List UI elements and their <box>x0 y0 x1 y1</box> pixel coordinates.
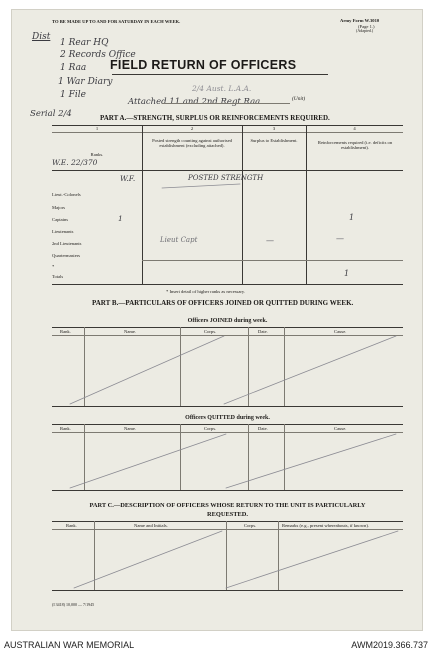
rank-majors: Majors <box>52 205 66 210</box>
cancel-line-joined-2 <box>224 336 396 404</box>
form-sheet <box>12 10 422 630</box>
unit-label: (Unit) <box>292 96 306 102</box>
form-number: Army Form W.3010 <box>340 18 380 23</box>
hand-dash-2: — <box>336 234 344 243</box>
quitted-col-corps: Corps. <box>204 426 217 431</box>
cancel-line-posted <box>162 184 240 188</box>
quitted-col-cause: Cause. <box>334 426 347 431</box>
hand-dist-label: Dist <box>32 32 51 42</box>
rank-lieutenants: Lieutenants <box>52 229 74 234</box>
quitted-col-name: Name. <box>124 426 137 431</box>
part-a-footnote: * Insert detail of higher ranks as necessary. <box>166 289 246 294</box>
cancel-line-partc-1 <box>74 531 222 588</box>
header-instruction: TO BE MADE UP TO AND FOR SATURDAY IN EACH WEEK. <box>52 19 181 24</box>
col-num-3: 3 <box>272 126 276 131</box>
col-num-1: 1 <box>95 126 99 131</box>
part-c-title-line1: PART C.—DESCRIPTION OF OFFICERS WHOSE RETURN TO THE UNIT IS PARTICULARLY <box>89 502 366 509</box>
joined-col-rank: Rank. <box>60 329 71 334</box>
joined-title: Officers JOINED during week. <box>187 318 268 324</box>
hand-dist-4: 1 War Diary <box>58 77 113 87</box>
form-adapted: (Adapted.) <box>356 28 374 33</box>
hand-serial: Serial 2/4 <box>30 109 72 119</box>
rank-quartermasters: Quartermasters <box>52 253 81 258</box>
joined-col-cause: Cause. <box>334 329 347 334</box>
part-c-col-rank: Rank. <box>66 523 77 528</box>
hand-lieut-capt: Lieut Capt <box>160 236 198 244</box>
hand-posted-strength: POSTED STRENGTH <box>188 174 264 182</box>
hand-dist-5: 1 File <box>60 90 86 100</box>
hand-dist-3: 1 Raa <box>60 63 87 73</box>
form-title: FIELD RETURN OF OFFICERS <box>110 58 297 72</box>
quitted-title: Officers QUITTED during week. <box>185 415 270 421</box>
hand-reinf-totals: 1 <box>344 269 350 278</box>
col-header-reinforcements: Reinforcements required (i.e. deficits on establishment). <box>317 140 393 151</box>
part-c-title-line2: REQUESTED. <box>206 511 249 518</box>
quitted-col-date: Date. <box>258 426 268 431</box>
cancel-line-joined-1 <box>70 336 224 404</box>
hand-dash-1: — <box>266 236 274 245</box>
col-num-2: 2 <box>190 126 194 131</box>
col-header-ranks: Ranks. <box>90 152 104 157</box>
cancel-line-quitted-1 <box>70 434 226 488</box>
hand-captains-count: 1 <box>118 214 123 223</box>
quitted-col-rank: Rank. <box>60 426 71 431</box>
joined-col-name: Name. <box>124 329 137 334</box>
part-c-col-corps: Corps. <box>244 523 257 528</box>
cancellation-strokes <box>12 10 422 630</box>
page-number: (Page 1.) <box>358 24 375 29</box>
hand-we: W.E. 22/370 <box>52 158 98 167</box>
rank-totals: Totals <box>52 274 64 279</box>
hand-dist-1: 1 Rear HQ <box>60 38 109 48</box>
cancel-line-quitted-2 <box>226 434 396 488</box>
footer-institution: AUSTRALIAN WAR MEMORIAL <box>4 640 135 650</box>
rank-2nd-lieutenants: 2nd Lieutenants <box>52 241 82 246</box>
joined-col-corps: Corps. <box>204 329 217 334</box>
hand-reinf-captains: 1 <box>349 213 355 222</box>
col-num-4: 4 <box>353 126 356 131</box>
part-c-col-remarks: Remarks (e.g., present whereabouts, if known). <box>282 523 370 528</box>
part-a-title: PART A.—STRENGTH, SURPLUS OR REINFORCEMENTS REQUIRED. <box>100 114 330 122</box>
footer-accession: AWM2019.366.737 <box>351 640 428 650</box>
hand-unit-name: 2/4 Aust. L.A.A. <box>192 84 252 93</box>
cancel-line-partc-2 <box>226 531 398 588</box>
rank-lieut-colonels: Lieut.-Colonels <box>52 192 81 197</box>
rank-captains: Captains <box>52 217 69 222</box>
hand-wf: W.F. <box>120 174 136 183</box>
rank-asterisk: * <box>52 264 55 269</box>
part-c-col-name: Name and Initials. <box>134 523 168 528</box>
part-b-title: PART B.—PARTICULARS OF OFFICERS JOINED OR QUITTED DURING WEEK. <box>92 299 354 307</box>
printer-line: (I 3418) 10,000 — 7/1945 <box>52 602 95 607</box>
col-header-surplus: Surplus to Establishment. <box>250 138 298 143</box>
joined-col-date: Date. <box>258 329 268 334</box>
hand-attached: Attached 11 and 2nd Regt Raa <box>128 97 261 107</box>
col-header-posted: Posted strength counting against authorised establishment (excluding attached). <box>152 138 232 149</box>
hand-dist-2: 2 Records Office <box>60 50 136 60</box>
